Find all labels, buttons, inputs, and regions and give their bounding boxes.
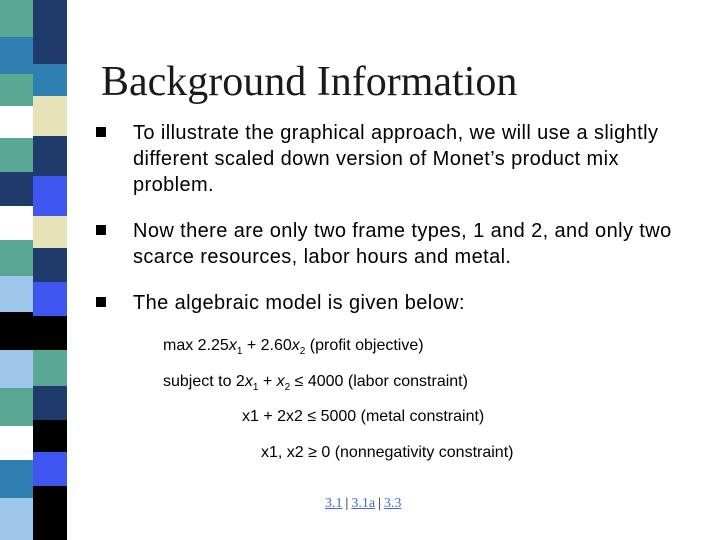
labor-mid: +	[258, 373, 277, 390]
stripe-block	[0, 388, 33, 426]
subscript: 1	[252, 382, 259, 394]
link-separator: |	[378, 496, 381, 511]
stripe-block	[0, 276, 33, 312]
bullet-marker	[96, 127, 106, 137]
stripe-block	[0, 426, 33, 460]
stripe-block	[33, 32, 67, 64]
stripe-block	[0, 350, 33, 388]
stripe-block	[33, 176, 67, 216]
variable: x	[244, 373, 253, 390]
stripe-block	[33, 0, 67, 32]
slide-title: Background Information	[101, 59, 518, 105]
variable: x	[276, 373, 285, 390]
metal-constraint: x1 + 2x2 ≤ 5000 (metal constraint)	[242, 408, 485, 425]
navigation-links	[325, 496, 401, 512]
bullet-marker	[96, 225, 106, 235]
stripe-block	[33, 316, 67, 350]
stripe-block	[0, 138, 33, 172]
labor-prefix: subject to 2	[163, 373, 245, 390]
stripe-block	[0, 206, 33, 240]
decorative-stripe	[0, 0, 67, 540]
stripe-block	[0, 460, 33, 498]
stripe-block	[0, 498, 33, 540]
stripe-block	[33, 420, 67, 452]
bullet-marker	[96, 297, 106, 307]
stripe-block	[0, 106, 33, 138]
stripe-block	[33, 386, 67, 420]
bullet-text-2: Now there are only two frame types, 1 and 2, and only two scarce resources, labor hours and metal.	[133, 220, 672, 268]
stripe-block	[0, 240, 33, 276]
link-3-1[interactable]: 3.1	[325, 496, 343, 511]
stripe-block	[33, 350, 67, 386]
link-separator: |	[345, 496, 349, 511]
subscript: 2	[284, 382, 291, 394]
labor-constraint	[163, 373, 468, 393]
stripe-block	[0, 0, 33, 37]
stripe-block	[0, 312, 33, 350]
stripe-block	[33, 486, 67, 540]
stripe-block	[33, 282, 67, 316]
stripe-block	[33, 452, 67, 486]
stripe-block	[33, 64, 67, 96]
labor-suffix: ≤ 4000 (labor constraint)	[290, 373, 468, 390]
objective-suffix: (profit objective)	[305, 337, 424, 354]
stripe-block	[0, 74, 33, 106]
link-3-3[interactable]: 3.3	[383, 496, 402, 511]
stripe-block	[33, 96, 67, 136]
subscript: 2	[299, 346, 306, 358]
variable: x	[228, 337, 237, 354]
stripe-block	[33, 248, 67, 282]
stripe-block	[0, 37, 33, 74]
objective-function	[163, 337, 424, 357]
objective-prefix: max 2.25	[163, 337, 229, 354]
variable: x	[291, 337, 300, 354]
stripe-block	[33, 216, 67, 248]
link-3-1a[interactable]: 3.1a	[351, 496, 376, 511]
stripe-block	[0, 172, 33, 206]
subscript: 1	[236, 346, 243, 358]
objective-mid: + 2.60	[242, 337, 292, 354]
bullet-text-1: To illustrate the graphical approach, we will use a slightly different scaled down version of Monet’s product mix problem.	[133, 122, 659, 196]
nonnegativity-constraint: x1, x2 ≥ 0 (nonnegativity constraint)	[261, 444, 514, 461]
stripe-block	[33, 136, 67, 176]
bullet-text-3: The algebraic model is given below:	[133, 292, 465, 314]
